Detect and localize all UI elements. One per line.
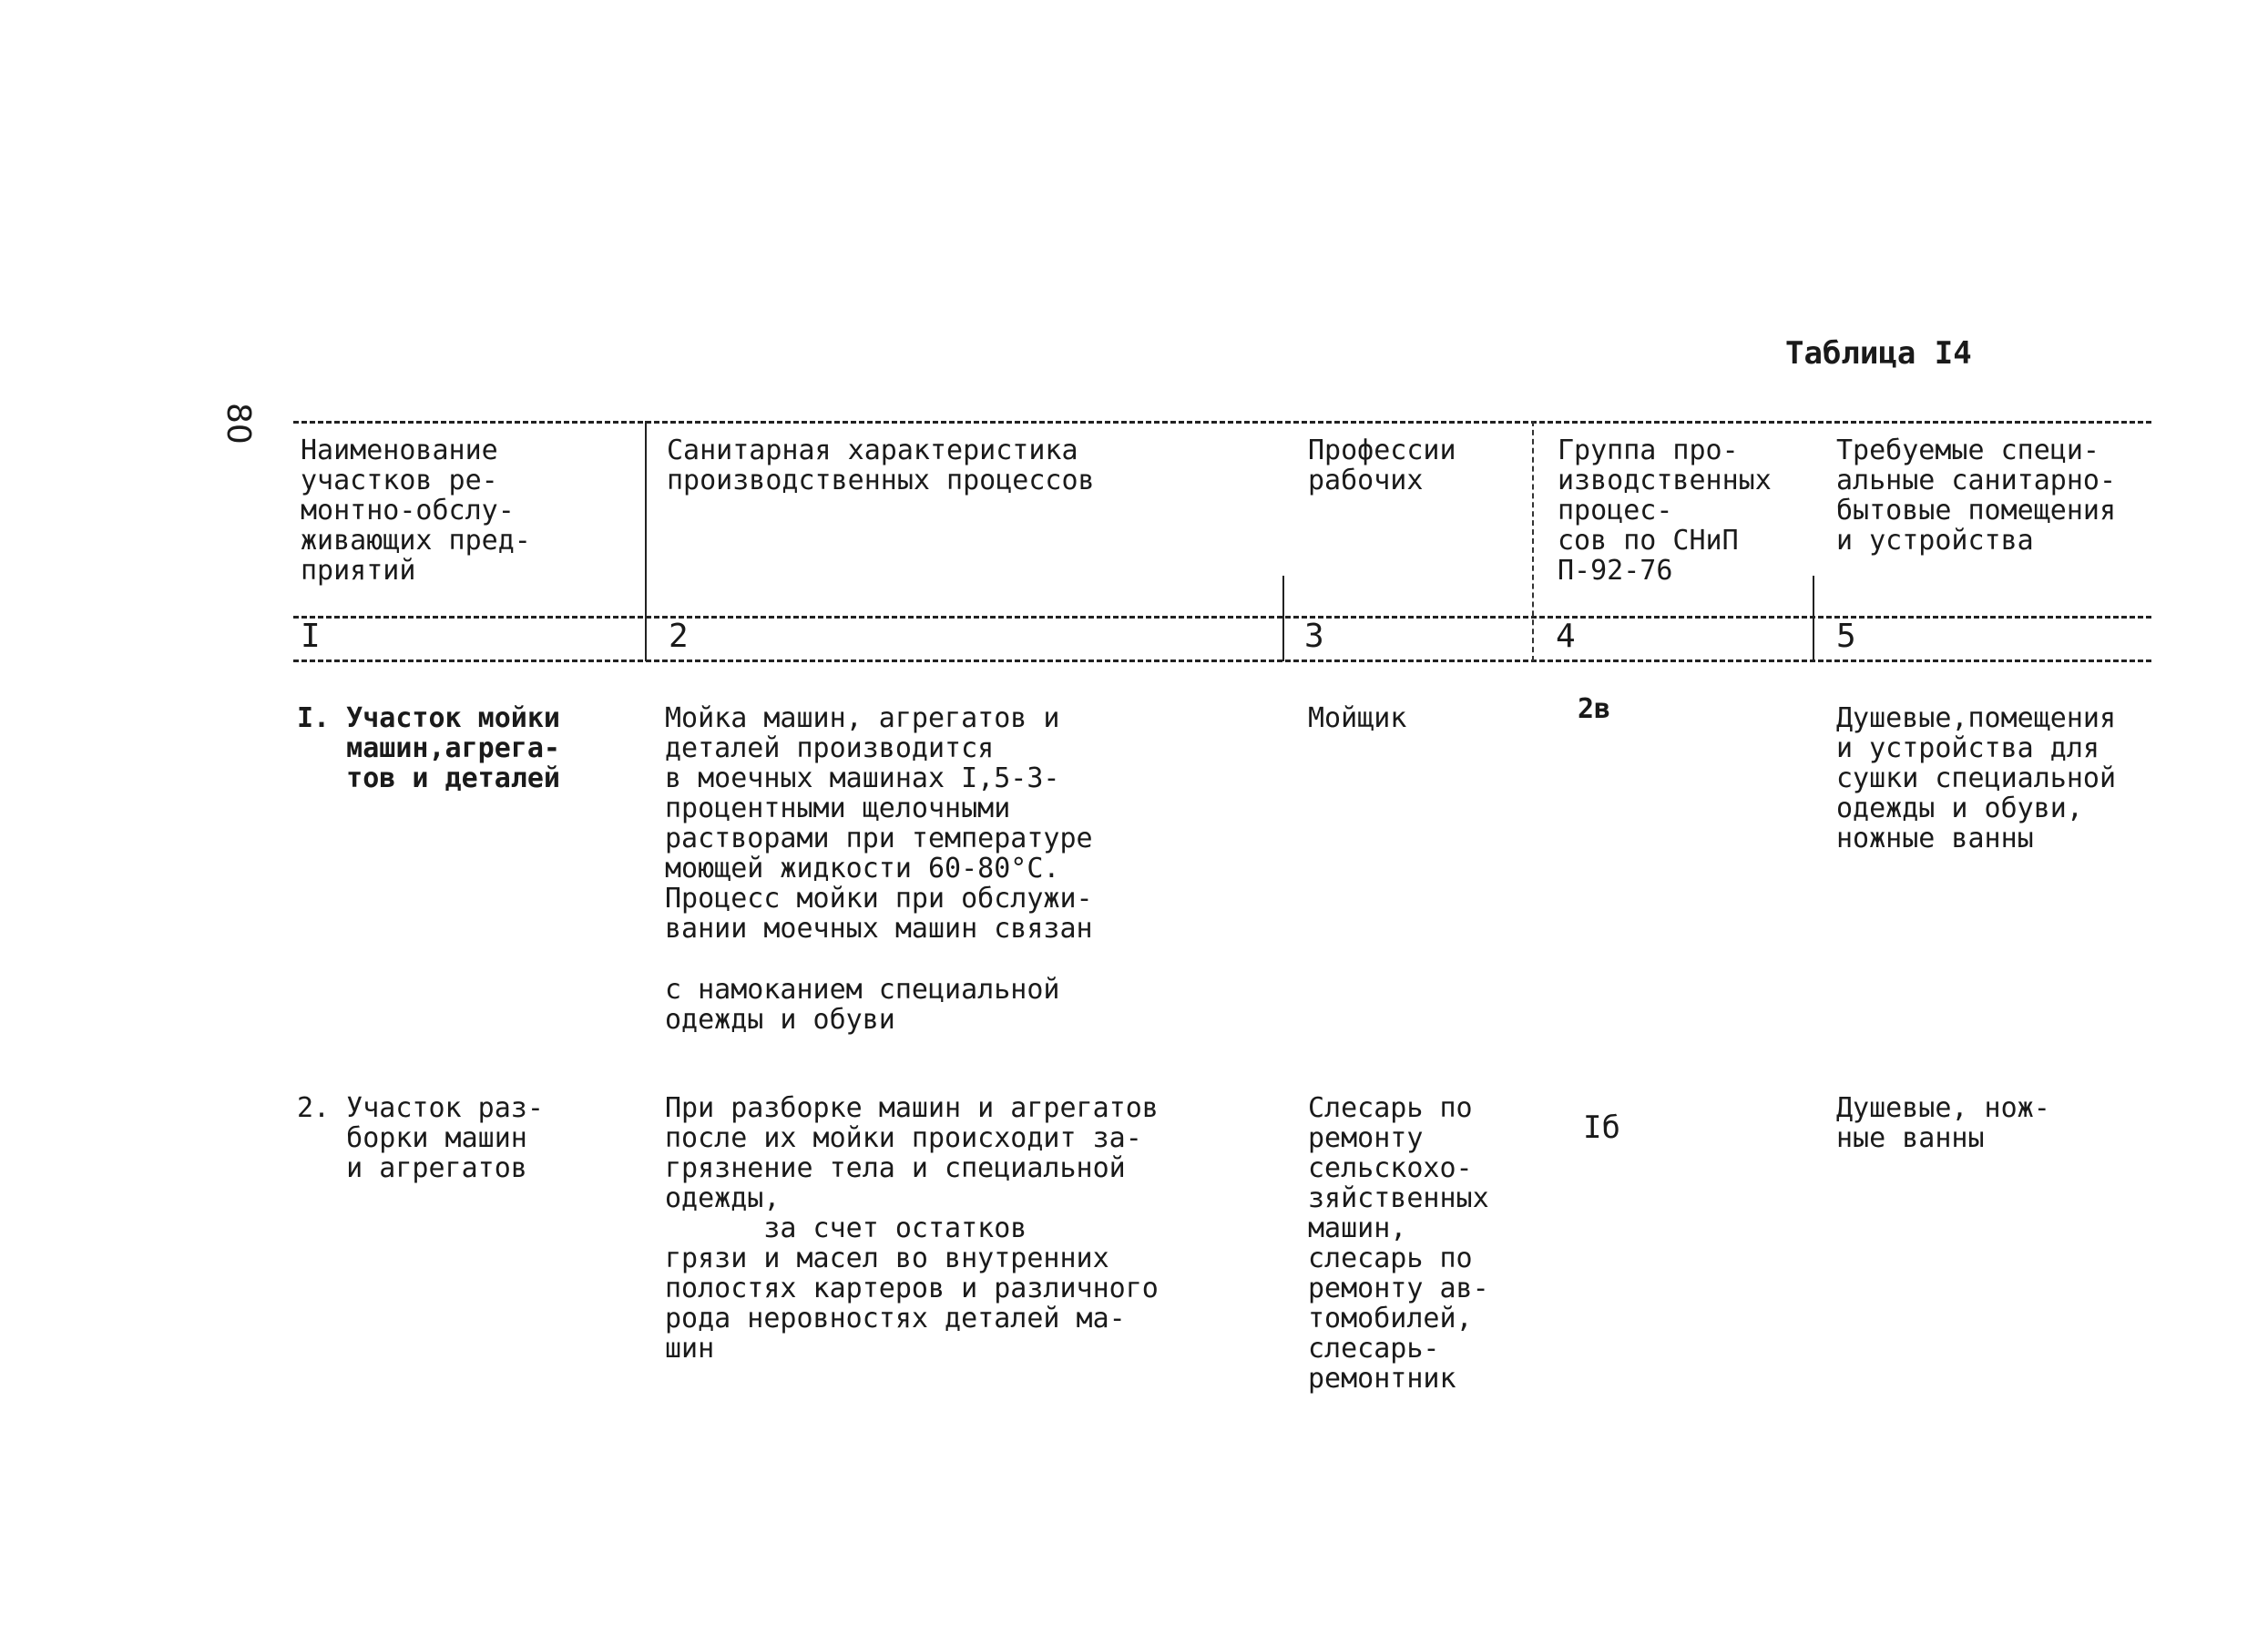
col-separator-3 <box>1532 421 1534 661</box>
col-number-3: 3 <box>1304 618 1324 655</box>
row1-sanitary: Мойка машин, агрегатов и деталей производится в моечных машинах I,5-3- процентными щелочными растворами при температуре моющей жидкости 60-80°С. Процесс мойки при обслужи- вании моечных машин связан <box>665 702 1093 945</box>
row2-sanitary: При разборке машин и агрегатов после их мойки происходит за- грязнение тела и специальной одежды, <box>665 1092 1159 1214</box>
header-col-sanitary: Санитарная характеристика производственных процессов <box>667 435 1095 496</box>
col-separator-1 <box>645 421 647 661</box>
row1-group: 2в <box>1578 693 1611 725</box>
row1-profession: Мойщик <box>1308 702 1407 734</box>
col-number-5: 5 <box>1836 618 1856 655</box>
row2-name: 2. Участок раз- борки машин и агрегатов <box>297 1092 544 1184</box>
table-top-rule <box>293 421 2151 424</box>
header-col-rooms: Требуемые специ- альные санитарно- бытовые помещения и устройства <box>1836 435 2117 557</box>
row2-profession: Слесарь по ремонту сельскохо- зяйственных машин, слесарь по ремонту ав- томобилей, слесарь- ремонтник <box>1308 1092 1489 1395</box>
col-number-1: I <box>301 618 321 655</box>
row1-rooms: Душевые,помещения и устройства для сушки специальной одежды и обуви, ножные ванны <box>1836 702 2117 854</box>
header-col-group: Группа про- изводственных процес- сов по СНиП П-92-76 <box>1558 435 1772 587</box>
row2-sanitary-cont: за счет остатков грязи и масел во внутренних полостях картеров и различного рода неровностях деталей ма- шин <box>665 1212 1159 1365</box>
table-title: Таблица I4 <box>1785 335 1972 372</box>
row2-group: Iб <box>1583 1110 1620 1146</box>
page-number: 80 <box>220 403 257 445</box>
col-number-2: 2 <box>669 618 689 655</box>
row1-sanitary-cont: с намоканием специальной одежды и обуви <box>665 974 1060 1036</box>
row1-name: I. Участок мойки машин,агрега- тов и деталей <box>297 702 560 794</box>
col-number-4: 4 <box>1556 618 1576 655</box>
header-col-profession: Профессии рабочих <box>1308 435 1456 496</box>
numbers-bottom-rule <box>293 660 2151 662</box>
header-bottom-rule <box>293 616 2151 619</box>
header-col-name: Наименование участков ре- монтно-обслу- живающих пред- приятий <box>301 435 531 587</box>
col-separator-2 <box>1282 576 1284 661</box>
col-separator-4 <box>1813 576 1814 661</box>
row2-rooms: Душевые, нож- ные ванны <box>1836 1092 2050 1154</box>
